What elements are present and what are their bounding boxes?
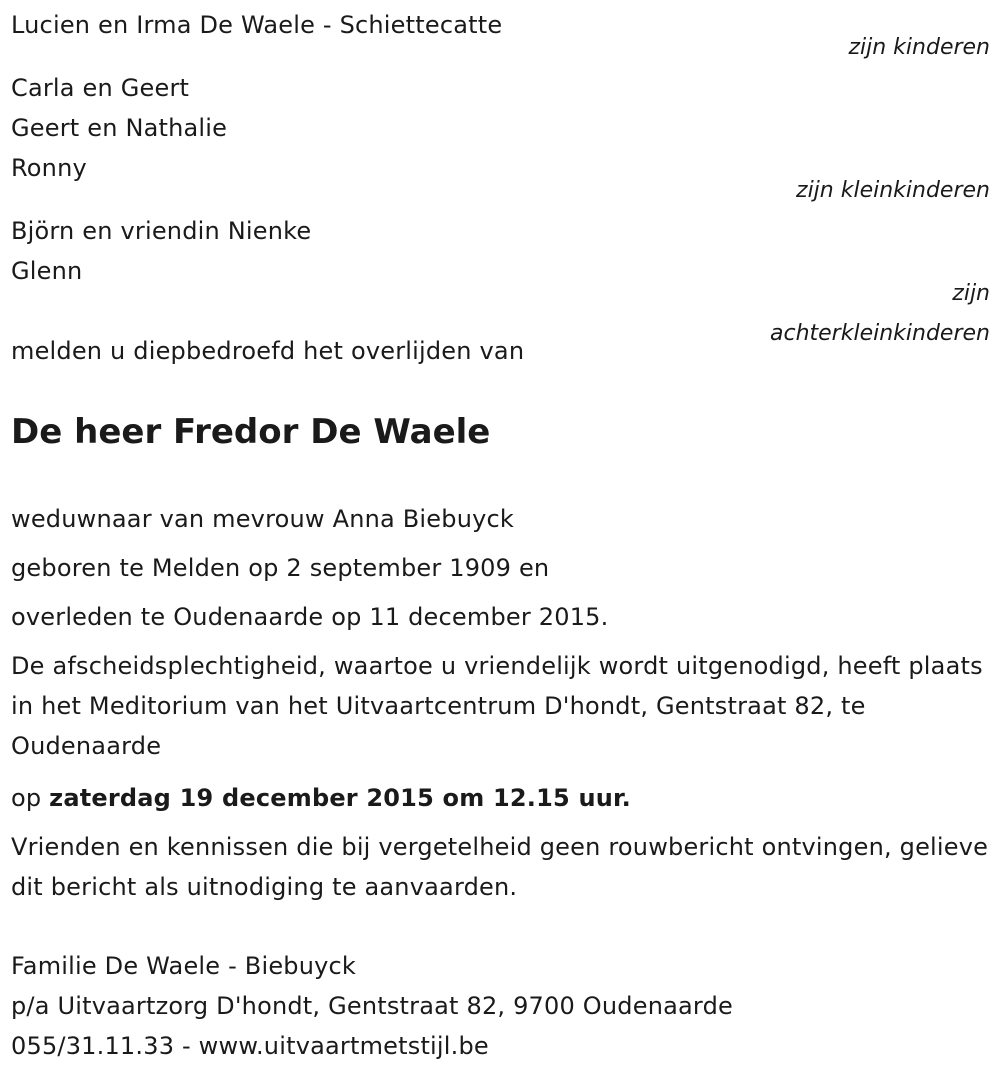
grandchild-name-1: Carla en Geert bbox=[11, 74, 190, 102]
great-grandchildren-role-line2: achterkleinkinderen bbox=[770, 321, 990, 346]
great-grandchildren-role-line1: zijn bbox=[952, 281, 990, 306]
deceased-name: De heer Fredor De Waele bbox=[11, 412, 491, 452]
ceremony-date bbox=[11, 778, 631, 818]
announcement-text: melden u diepbedroefd het overlijden van bbox=[11, 337, 525, 365]
great-grandchild-name-2: Glenn bbox=[11, 257, 83, 285]
grandchildren-role: zijn kleinkinderen bbox=[796, 178, 990, 203]
grandchild-name-3: Ronny bbox=[11, 154, 87, 182]
children-names: Lucien en Irma De Waele - Schiettecatte bbox=[11, 11, 503, 39]
ceremony-paragraph: De afscheidsplechtigheid, waartoe u vriendelijk wordt uitgenodigd, heeft plaats in het Meditorium van het Uitvaartcentrum D'hondt, Gentstraat 82, te Oudenaarde bbox=[11, 652, 983, 760]
children-role: zijn kinderen bbox=[848, 35, 990, 60]
ceremony-date-prefix: op bbox=[11, 784, 50, 812]
contact-address: p/a Uitvaartzorg D'hondt, Gentstraat 82, 9700 Oudenaarde bbox=[11, 992, 733, 1020]
contact-family: Familie De Waele - Biebuyck bbox=[11, 952, 357, 980]
great-grandchild-name-1: Björn en vriendin Nienke bbox=[11, 217, 312, 245]
widower-line: weduwnaar van mevrouw Anna Biebuyck bbox=[11, 505, 514, 533]
ceremony-date-bold: zaterdag 19 december 2015 om 12.15 uur. bbox=[49, 784, 631, 812]
invitation-note: Vrienden en kennissen die bij vergetelheid geen rouwbericht ontvingen, gelieve dit bericht als uitnodiging te aanvaarden. bbox=[11, 833, 989, 901]
grandchild-name-2: Geert en Nathalie bbox=[11, 114, 228, 142]
death-line: overleden te Oudenaarde op 11 december 2015. bbox=[11, 603, 609, 631]
contact-phone-web: 055/31.11.33 - www.uitvaartmetstijl.be bbox=[11, 1032, 489, 1060]
birth-line: geboren te Melden op 2 september 1909 en bbox=[11, 554, 550, 582]
